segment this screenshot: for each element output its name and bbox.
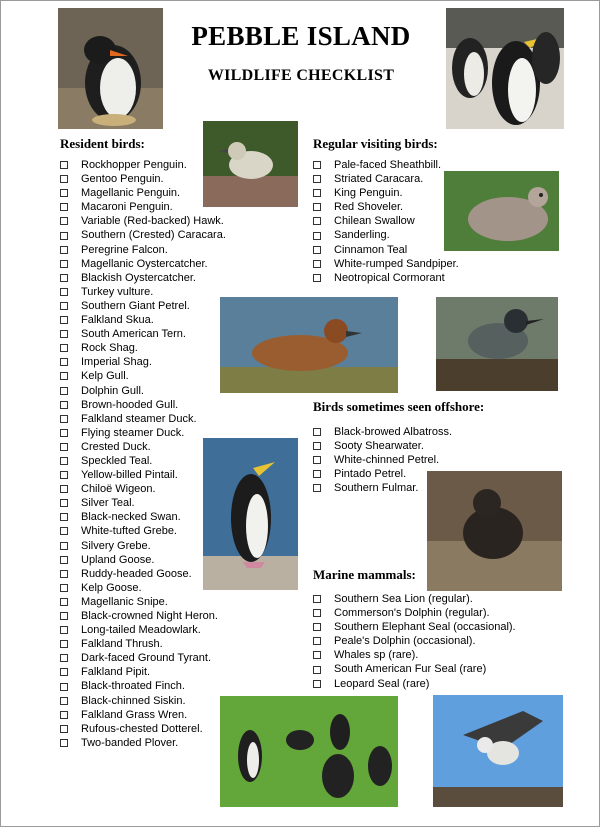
- checklist-item: [313, 439, 452, 453]
- checklist-item: [313, 620, 516, 634]
- checklist-item: [60, 285, 226, 299]
- checklist-item: [60, 510, 226, 524]
- checkbox[interactable]: [313, 274, 321, 282]
- checklist-item: [60, 468, 226, 482]
- checkbox[interactable]: [60, 626, 68, 634]
- visiting-birds-heading: Regular visiting birds:: [313, 136, 438, 151]
- checkbox[interactable]: [313, 595, 321, 603]
- checklist-item: [313, 257, 459, 271]
- rockhopper-group-photo: [446, 8, 564, 129]
- checklist-item: [60, 496, 226, 510]
- checklist-item-label: Black-necked Swan.: [81, 511, 181, 524]
- checklist-item-label: Whales sp (rare).: [334, 649, 419, 662]
- checklist-item-label: Peregrine Falcon.: [81, 243, 168, 256]
- checklist-item: [313, 453, 452, 467]
- checkbox[interactable]: [60, 640, 68, 648]
- checkbox[interactable]: [313, 666, 321, 674]
- checklist-item: [60, 412, 226, 426]
- checkbox[interactable]: [313, 484, 321, 492]
- checklist-item-label: Black-throated Finch.: [81, 680, 185, 693]
- checklist-item-label: Sanderling.: [334, 229, 390, 242]
- checklist-item-label: Falkland steamer Duck.: [81, 412, 197, 425]
- checkbox[interactable]: [313, 428, 321, 436]
- resident-birds-heading: Resident birds:: [60, 136, 145, 151]
- checklist-item-label: Southern Elephant Seal (occasional).: [334, 621, 516, 634]
- checkbox[interactable]: [60, 711, 68, 719]
- checklist-item-label: Brown-hooded Gull.: [81, 398, 179, 411]
- checklist-item: [60, 200, 226, 214]
- checklist-item: [313, 200, 459, 214]
- checklist-item: [313, 186, 459, 200]
- checklist-item-label: Macaroni Penguin.: [81, 201, 173, 214]
- checklist-item-label: Chiloë Wigeon.: [81, 483, 156, 496]
- checklist-item-label: Magellanic Penguin.: [81, 187, 181, 200]
- checklist-item: [60, 679, 226, 693]
- checkbox[interactable]: [313, 189, 321, 197]
- checklist-item: [60, 736, 226, 750]
- checklist-item: [313, 425, 452, 439]
- visiting-birds-list: [313, 158, 459, 285]
- checklist-item: [60, 595, 226, 609]
- checklist-item-label: Kelp Gull.: [81, 370, 129, 383]
- checkbox[interactable]: [313, 637, 321, 645]
- marine-mammals-heading: Marine mammals:: [313, 567, 416, 582]
- checklist-item-label: Kelp Goose.: [81, 581, 142, 594]
- checkbox[interactable]: [60, 189, 68, 197]
- checklist-item: [60, 369, 226, 383]
- checklist-item-label: Southern Giant Petrel.: [81, 299, 190, 312]
- checklist-item: [60, 341, 226, 355]
- checkbox[interactable]: [60, 654, 68, 662]
- checkbox[interactable]: [60, 683, 68, 691]
- magellanic-penguins-photo: [220, 696, 398, 807]
- checklist-item-label: Falkland Pipit.: [81, 666, 151, 679]
- checklist-item: [60, 327, 226, 341]
- gentoo-penguin-photo: [58, 8, 163, 129]
- checkbox[interactable]: [60, 739, 68, 747]
- checkbox[interactable]: [313, 442, 321, 450]
- checkbox[interactable]: [60, 584, 68, 592]
- checklist-item-label: Magellanic Snipe.: [81, 595, 168, 608]
- checklist-item: [60, 694, 226, 708]
- checklist-item: [60, 228, 226, 242]
- checkbox[interactable]: [313, 175, 321, 183]
- checklist-item-label: Southern (Crested) Caracara.: [81, 229, 226, 242]
- checkbox[interactable]: [60, 668, 68, 676]
- checklist-item: [60, 440, 226, 454]
- offshore-birds-heading: Birds sometimes seen offshore:: [313, 399, 485, 414]
- checklist-item: [60, 214, 226, 228]
- checklist-item-label: Falkland Skua.: [81, 314, 154, 327]
- checklist-item-label: King Penguin.: [334, 187, 403, 200]
- checklist-item: [60, 355, 226, 369]
- checklist-item: [60, 172, 226, 186]
- checklist-item-label: Turkey vulture.: [81, 285, 154, 298]
- checkbox[interactable]: [60, 415, 68, 423]
- checklist-item-label: Silver Teal.: [81, 497, 135, 510]
- checklist-item-label: Striated Caracara.: [334, 173, 424, 186]
- checklist-item: [313, 467, 452, 481]
- checklist-item: [60, 299, 226, 313]
- checklist-item-label: Magellanic Oystercatcher.: [81, 257, 208, 270]
- checklist-item: [313, 243, 459, 257]
- checklist-item: [60, 524, 226, 538]
- night-heron-photo: [436, 297, 558, 391]
- checklist-item-label: Black-browed Albatross.: [334, 426, 452, 438]
- checkbox[interactable]: [60, 542, 68, 550]
- checklist-item-label: Ruddy-headed Goose.: [81, 567, 192, 580]
- checklist-item: [313, 648, 516, 662]
- checkbox[interactable]: [60, 570, 68, 578]
- checklist-item-label: Blackish Oystercatcher.: [81, 271, 196, 284]
- checkbox[interactable]: [60, 513, 68, 521]
- checkbox[interactable]: [313, 609, 321, 617]
- checklist-item-label: Neotropical Cormorant: [334, 271, 445, 284]
- checkbox[interactable]: [60, 429, 68, 437]
- checkbox[interactable]: [313, 246, 321, 254]
- checkbox[interactable]: [60, 697, 68, 705]
- cinnamon-teal-photo: [220, 297, 398, 393]
- checklist-item: [60, 271, 226, 285]
- checklist-item-label: Pintado Petrel.: [334, 468, 407, 481]
- checkbox[interactable]: [60, 612, 68, 620]
- checklist-item-label: Yellow-billed Pintail.: [81, 469, 178, 482]
- checklist-item-label: Dark-faced Ground Tyrant.: [81, 652, 212, 665]
- resident-birds-list: [60, 158, 226, 750]
- checkbox[interactable]: [60, 288, 68, 296]
- checkbox[interactable]: [60, 556, 68, 564]
- checklist-item: [313, 677, 516, 691]
- marine-mammals-list: [313, 592, 516, 691]
- checkbox[interactable]: [313, 260, 321, 268]
- checklist-item-label: White-tufted Grebe.: [81, 525, 177, 538]
- checklist-item-label: Red Shoveler.: [334, 201, 404, 214]
- checkbox[interactable]: [60, 260, 68, 268]
- checklist-item-label: Black-chinned Siskin.: [81, 694, 186, 707]
- checkbox[interactable]: [60, 344, 68, 352]
- checkbox[interactable]: [60, 302, 68, 310]
- checkbox[interactable]: [313, 456, 321, 464]
- checklist-item: [60, 665, 226, 679]
- checkbox[interactable]: [313, 623, 321, 631]
- checkbox[interactable]: [60, 330, 68, 338]
- checkbox[interactable]: [313, 651, 321, 659]
- checklist-item: [60, 567, 226, 581]
- checklist-item: [313, 592, 516, 606]
- checklist-item-label: Crested Duck.: [81, 440, 151, 453]
- checklist-item-label: Pale-faced Sheathbill.: [334, 159, 442, 171]
- checklist-item-label: Commerson's Dolphin (regular).: [334, 607, 490, 620]
- offshore-birds-list: [313, 425, 452, 495]
- checklist-item: [60, 708, 226, 722]
- checklist-item: [313, 634, 516, 648]
- checklist-item: [60, 243, 226, 257]
- checklist-item: [60, 637, 226, 651]
- checklist-item: [313, 606, 516, 620]
- checklist-item-label: Upland Goose.: [81, 553, 155, 566]
- checklist-item: [60, 609, 226, 623]
- checkbox[interactable]: [60, 161, 68, 169]
- checklist-item-label: Falkland Thrush.: [81, 638, 163, 651]
- hawk-photo: [433, 695, 563, 807]
- checklist-item: [60, 257, 226, 271]
- checkbox[interactable]: [60, 485, 68, 493]
- checklist-item-label: Silvery Grebe.: [81, 539, 151, 552]
- page-title: PEBBLE ISLAND: [191, 21, 411, 51]
- checklist-item: [60, 553, 226, 567]
- checklist-item-label: South American Tern.: [81, 328, 186, 341]
- checklist-item-label: Leopard Seal (rare): [334, 677, 430, 690]
- checklist-item: [60, 651, 226, 665]
- checklist-item-label: Chilean Swallow: [334, 215, 415, 228]
- checkbox[interactable]: [313, 161, 321, 169]
- checklist-item-label: Rufous-chested Dotterel.: [81, 722, 203, 735]
- checkbox[interactable]: [60, 232, 68, 240]
- checkbox[interactable]: [60, 316, 68, 324]
- checklist-item: [313, 158, 459, 172]
- checklist-item-label: Dolphin Gull.: [81, 384, 144, 397]
- checkbox[interactable]: [313, 680, 321, 688]
- checklist-item-label: Variable (Red-backed) Hawk.: [81, 215, 224, 228]
- checklist-item-label: Peale's Dolphin (occasional).: [334, 635, 476, 648]
- checklist-item: [313, 214, 459, 228]
- checklist-item: [313, 271, 459, 285]
- checklist-item-label: Sooty Shearwater.: [334, 440, 424, 453]
- checkbox[interactable]: [60, 598, 68, 606]
- checklist-item-label: White-rumped Sandpiper.: [334, 257, 459, 270]
- checklist-item: [313, 662, 516, 676]
- checklist-item: [313, 481, 452, 495]
- checklist-item: [60, 623, 226, 637]
- checklist-item: [60, 482, 226, 496]
- checklist-item-label: Flying steamer Duck.: [81, 426, 185, 439]
- checkbox[interactable]: [60, 358, 68, 366]
- checklist-item: [60, 313, 226, 327]
- checkbox[interactable]: [313, 203, 321, 211]
- checklist-item-label: Rockhopper Penguin.: [81, 159, 187, 171]
- checkbox[interactable]: [60, 527, 68, 535]
- checkbox[interactable]: [313, 470, 321, 478]
- checkbox[interactable]: [60, 499, 68, 507]
- checklist-item-label: Speckled Teal.: [81, 454, 153, 467]
- checklist-item: [60, 398, 226, 412]
- checklist-item: [60, 454, 226, 468]
- checklist-item: [60, 581, 226, 595]
- checkbox[interactable]: [60, 387, 68, 395]
- checkbox[interactable]: [60, 217, 68, 225]
- checklist-item-label: Southern Sea Lion (regular).: [334, 593, 473, 605]
- checkbox[interactable]: [60, 203, 68, 211]
- checklist-item: [313, 228, 459, 242]
- checklist-item-label: Southern Fulmar.: [334, 482, 419, 495]
- checklist-item-label: Cinnamon Teal: [334, 243, 408, 256]
- checklist-item: [60, 384, 226, 398]
- checklist-item: [60, 158, 226, 172]
- checklist-item-label: Imperial Shag.: [81, 356, 152, 369]
- checklist-item-label: South American Fur Seal (rare): [334, 663, 487, 676]
- checklist-item: [60, 186, 226, 200]
- dove-photo: [444, 171, 559, 251]
- checklist-item: [60, 722, 226, 736]
- checklist-item: [60, 426, 226, 440]
- checklist-item-label: Black-crowned Night Heron.: [81, 610, 218, 622]
- checkbox[interactable]: [60, 471, 68, 479]
- checkbox[interactable]: [313, 232, 321, 240]
- checkbox[interactable]: [60, 401, 68, 409]
- checkbox[interactable]: [60, 372, 68, 380]
- checklist-item-label: Rock Shag.: [81, 342, 138, 355]
- page-subtitle: WILDLIFE CHECKLIST: [207, 67, 395, 84]
- checklist-item-label: Long-tailed Meadowlark.: [81, 624, 201, 637]
- checkbox[interactable]: [60, 725, 68, 733]
- checklist-item-label: Two-banded Plover.: [81, 736, 179, 749]
- checklist-item-label: Falkland Grass Wren.: [81, 708, 188, 721]
- checkbox[interactable]: [60, 457, 68, 465]
- checkbox[interactable]: [60, 274, 68, 282]
- checkbox[interactable]: [60, 246, 68, 254]
- checkbox[interactable]: [313, 217, 321, 225]
- checklist-item: [60, 539, 226, 553]
- checklist-item-label: Gentoo Penguin.: [81, 173, 164, 186]
- checklist-item-label: White-chinned Petrel.: [334, 454, 440, 467]
- checkbox[interactable]: [60, 443, 68, 451]
- checkbox[interactable]: [60, 175, 68, 183]
- checklist-item: [313, 172, 459, 186]
